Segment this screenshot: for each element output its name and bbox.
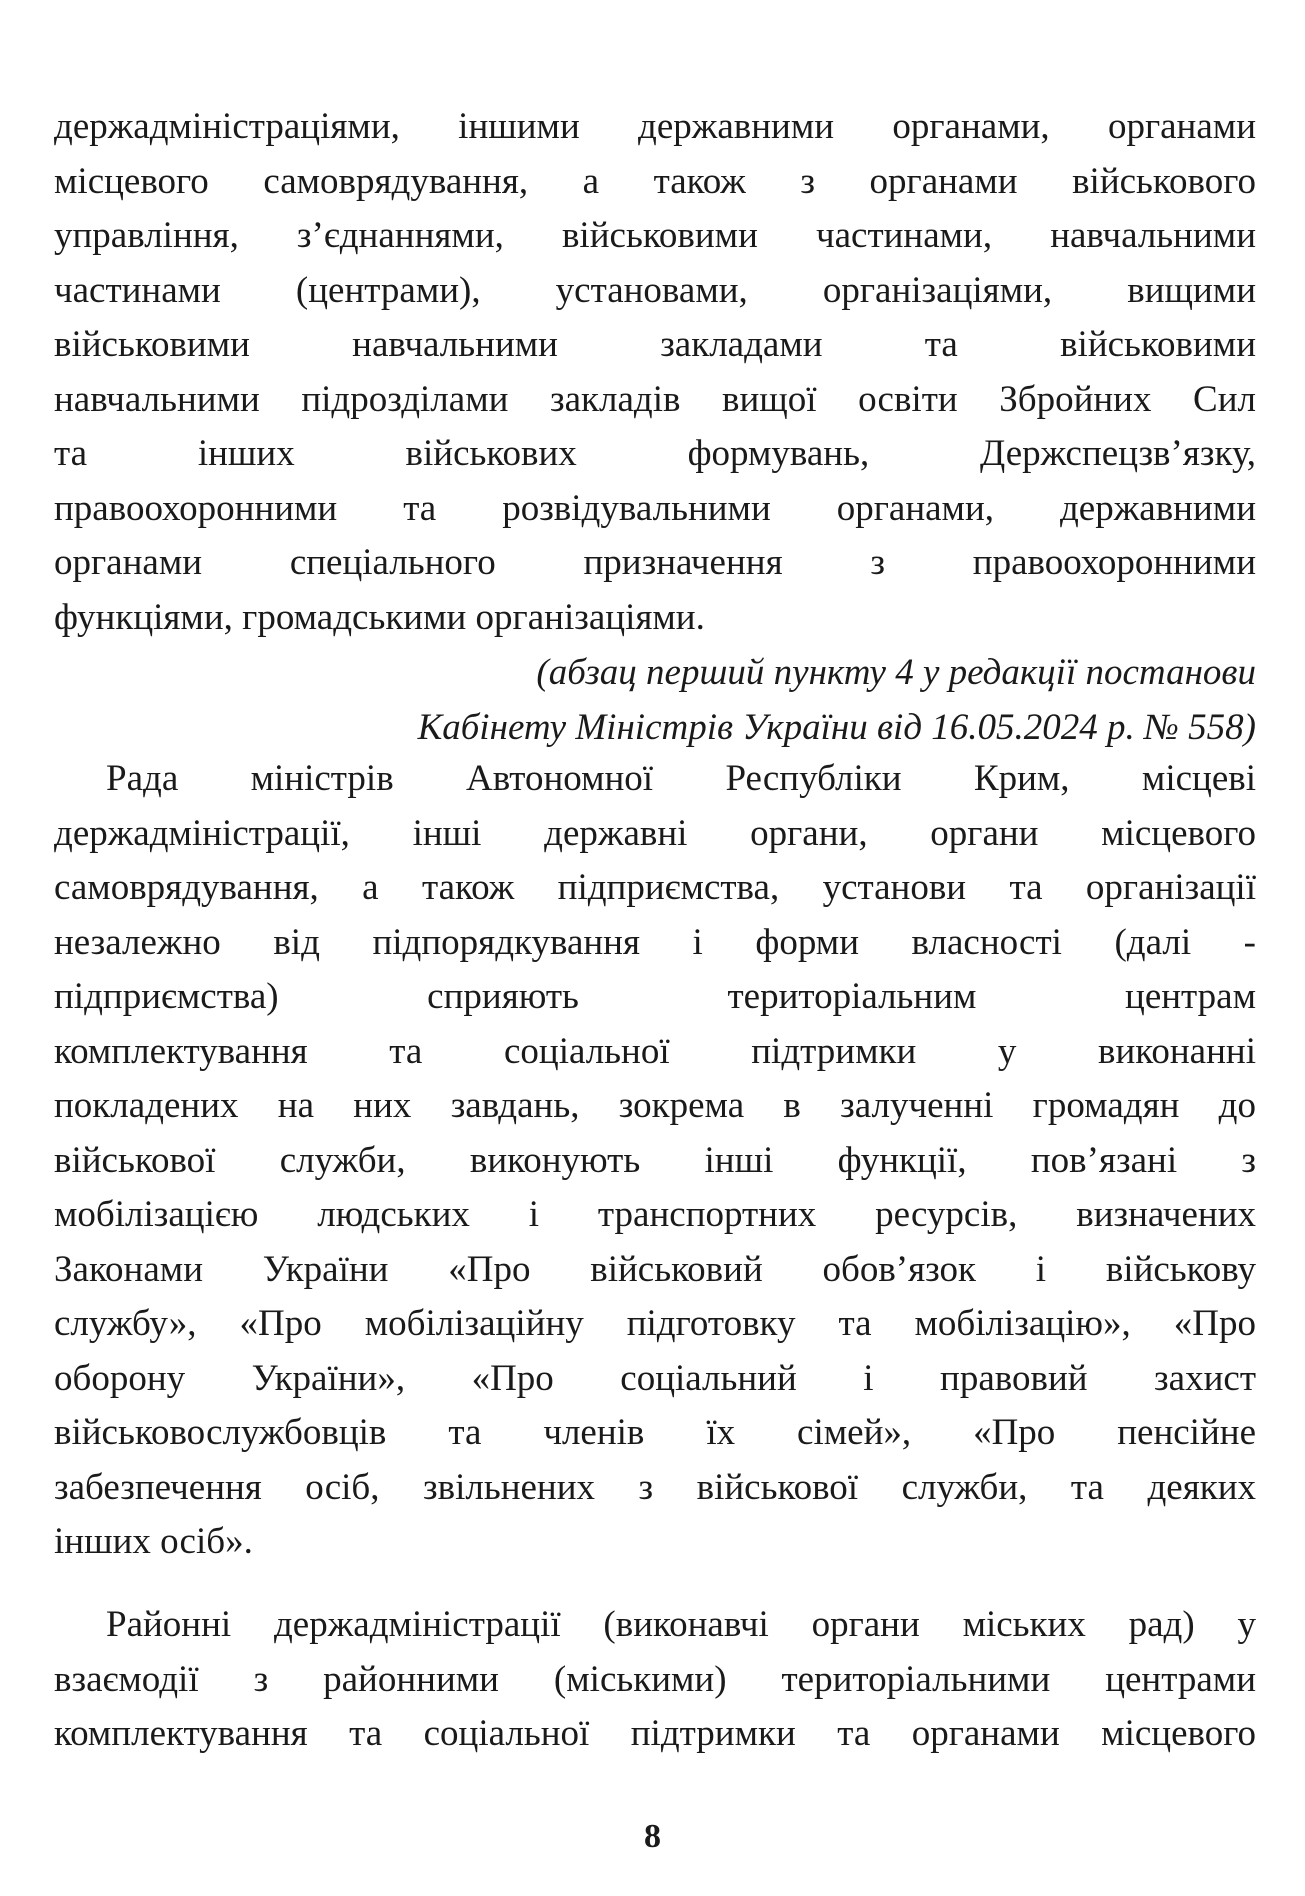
text-line: покладених на них завдань, зокрема в залученні громадян до	[54, 1085, 1256, 1126]
text-line: функціями, громадськими організаціями.	[54, 596, 705, 638]
note-line: Кабінету Міністрів України від 16.05.2024 р. № 558)	[417, 706, 1256, 748]
text-line: мобілізацією людських і транспортних ресурсів, визначених	[54, 1194, 1256, 1235]
text-line: самоврядування, а також підприємства, установи та організації	[54, 867, 1256, 908]
text-line: комплектування та соціальної підтримки та органами місцевого	[54, 1713, 1256, 1754]
text-line: забезпечення осіб, звільнених з військової служби, та деяких	[54, 1466, 1256, 1508]
text-line: військовослужбовців та членів їх сімей», «Про пенсійне	[54, 1412, 1256, 1453]
text-line: інших осіб».	[54, 1521, 253, 1562]
text-line: військової служби, виконують інші функції, пов’язані з	[54, 1139, 1256, 1181]
text-line: Рада міністрів Автономної Республіки Крим, місцеві	[106, 758, 1256, 799]
text-line: Законами України «Про військовий обов’язок і військову	[54, 1248, 1256, 1290]
note-line: (абзац перший пункту 4 у редакції постанови	[536, 652, 1256, 693]
text-line: комплектування та соціальної підтримки у виконанні	[54, 1030, 1256, 1072]
text-line: службу», «Про мобілізаційну підготовку та мобілізацію», «Про	[54, 1303, 1256, 1344]
text-line: військовими навчальними закладами та військовими	[54, 324, 1256, 365]
text-line: держадміністраціями, іншими державними органами, органами	[54, 106, 1256, 147]
amendment-note	[54, 645, 1256, 754]
paragraph-council	[54, 752, 1256, 1570]
text-line: Районні держадміністрації (виконавчі органи міських рад) у	[106, 1604, 1256, 1645]
text-line: взаємодії з районними (міськими) територіальними центрами	[54, 1658, 1256, 1700]
paragraph-continued	[54, 100, 1256, 645]
text-line: незалежно від підпорядкування і форми власності (далі -	[54, 921, 1256, 963]
text-line: управління, з’єднаннями, військовими частинами, навчальними	[54, 215, 1256, 256]
text-line: частинами (центрами), установами, організаціями, вищими	[54, 269, 1256, 311]
page-number: 8	[644, 1818, 661, 1855]
text-line: держадміністрації, інші державні органи, органи місцевого	[54, 812, 1256, 854]
text-line: та інших військових формувань, Держспецзв’язку,	[54, 433, 1256, 474]
text-line: органами спеціального призначення з правоохоронними	[54, 542, 1256, 583]
text-line: навчальними підрозділами закладів вищої освіти Збройних Сил	[54, 378, 1256, 420]
text-line: підприємства) сприяють територіальним центрам	[54, 976, 1256, 1017]
text-line: оборону України», «Про соціальний і правовий захист	[54, 1357, 1256, 1399]
text-line: правоохоронними та розвідувальними органами, державними	[54, 487, 1256, 529]
text-line: місцевого самоврядування, а також з органами військового	[54, 160, 1256, 202]
paragraph-district	[54, 1598, 1256, 1762]
